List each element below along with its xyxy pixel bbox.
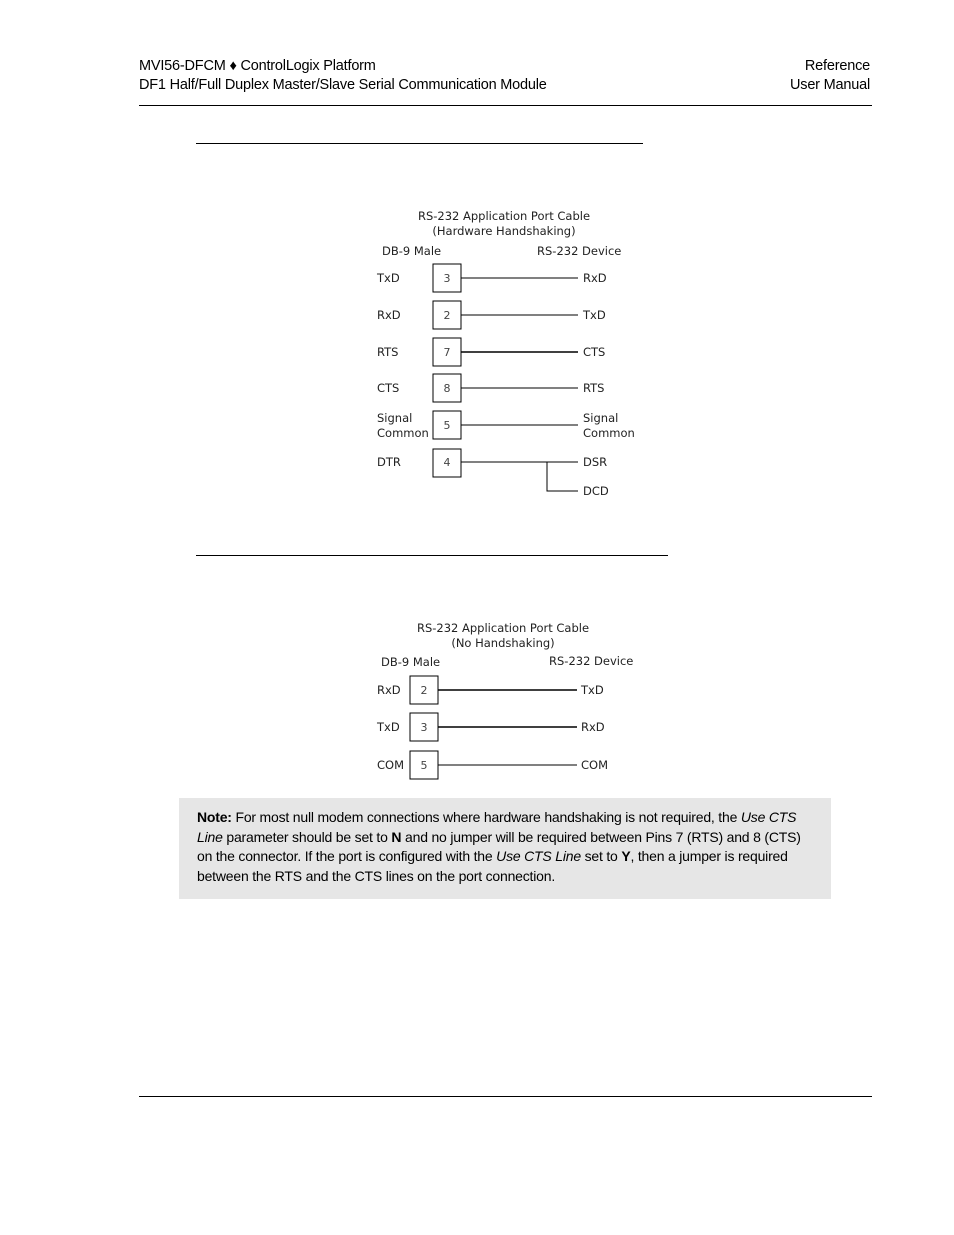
d2-right-label: RxD bbox=[581, 720, 605, 734]
d1-left-label: CTS bbox=[377, 381, 400, 395]
d1-right-label: DSR bbox=[583, 455, 608, 469]
note-box bbox=[179, 798, 831, 899]
d2-pin-number: 5 bbox=[420, 759, 428, 772]
d1-right-label: TxD bbox=[583, 308, 606, 322]
d1-left-label: DTR bbox=[377, 455, 401, 469]
d2-pin-number: 3 bbox=[420, 721, 428, 734]
d1-left-label: RxD bbox=[377, 308, 401, 322]
d2-pin-number: 2 bbox=[420, 684, 428, 697]
note-param-name: Use CTS Line bbox=[197, 809, 797, 845]
diagram1-subtitle: (Hardware Handshaking) bbox=[432, 224, 576, 238]
header-document-type: User Manual bbox=[790, 77, 870, 93]
footer-divider bbox=[139, 1096, 872, 1097]
note-text: parameter should be set to bbox=[222, 828, 392, 845]
d1-left-label: TxD bbox=[377, 271, 400, 285]
note-text: For most null modem connections where hardware handshaking is not required, the bbox=[231, 809, 741, 825]
header-module-title: DF1 Half/Full Duplex Master/Slave Serial Communication Module bbox=[139, 77, 547, 93]
d2-right-label: COM bbox=[581, 758, 609, 772]
d1-pin-number: 8 bbox=[443, 382, 451, 395]
d1-pin-number: 2 bbox=[443, 309, 451, 322]
d2-right-label: TxD bbox=[581, 683, 604, 697]
note-text: set to bbox=[580, 848, 622, 864]
d1-pin-number: 7 bbox=[443, 346, 451, 359]
d1-branch-wire bbox=[547, 462, 578, 491]
diagram2-right-header: RS-232 Device bbox=[549, 654, 634, 668]
d2-left-label: TxD bbox=[377, 720, 400, 734]
d1-pin-number: 4 bbox=[443, 456, 451, 469]
note-param-name: Use CTS Line bbox=[496, 848, 581, 864]
d1-right-label-line2: Common bbox=[583, 426, 635, 440]
d2-left-label: RxD bbox=[377, 683, 401, 697]
note-value-n: N bbox=[391, 828, 402, 845]
note-value-y: Y bbox=[621, 848, 631, 864]
d1-right-label: Signal bbox=[583, 411, 619, 425]
note-text: , then a jumper is required between the RTS and the CTS lines on the port connection. bbox=[197, 848, 788, 884]
d1-right-label: RxD bbox=[583, 271, 607, 285]
d1-pin-number: 3 bbox=[443, 272, 451, 285]
d2-left-label: COM bbox=[377, 758, 405, 772]
note-label: Note: bbox=[197, 809, 232, 825]
d1-left-label: RTS bbox=[377, 345, 399, 359]
diagram-no-handshaking bbox=[376, 621, 633, 779]
diagram1-title: RS-232 Application Port Cable bbox=[417, 209, 591, 223]
diagram1-right-header: RS-232 Device bbox=[537, 244, 622, 258]
note-text: and no jumper will be required between Pins 7 (RTS) and 8 (CTS) on the connector. If the port is configured with the bbox=[197, 828, 801, 864]
diagram2-title: RS-232 Application Port Cable bbox=[416, 621, 590, 635]
header-product-title: MVI56-DFCM ♦ ControlLogix Platform bbox=[139, 58, 376, 74]
d1-right-label: CTS bbox=[583, 345, 606, 359]
diagram2-left-header: DB-9 Male bbox=[381, 655, 441, 669]
header-section: Reference bbox=[804, 58, 870, 74]
d1-left-label-line2: Common bbox=[377, 426, 429, 440]
diagram2-subtitle: (No Handshaking) bbox=[451, 636, 555, 650]
diagram-hardware-handshaking bbox=[376, 209, 635, 498]
diagram1-left-header: DB-9 Male bbox=[382, 244, 442, 258]
d1-right-label: RTS bbox=[583, 381, 605, 395]
d1-pin-number: 5 bbox=[443, 419, 451, 432]
d1-left-label: Signal bbox=[377, 411, 413, 425]
d1-branch-label: DCD bbox=[583, 484, 609, 498]
